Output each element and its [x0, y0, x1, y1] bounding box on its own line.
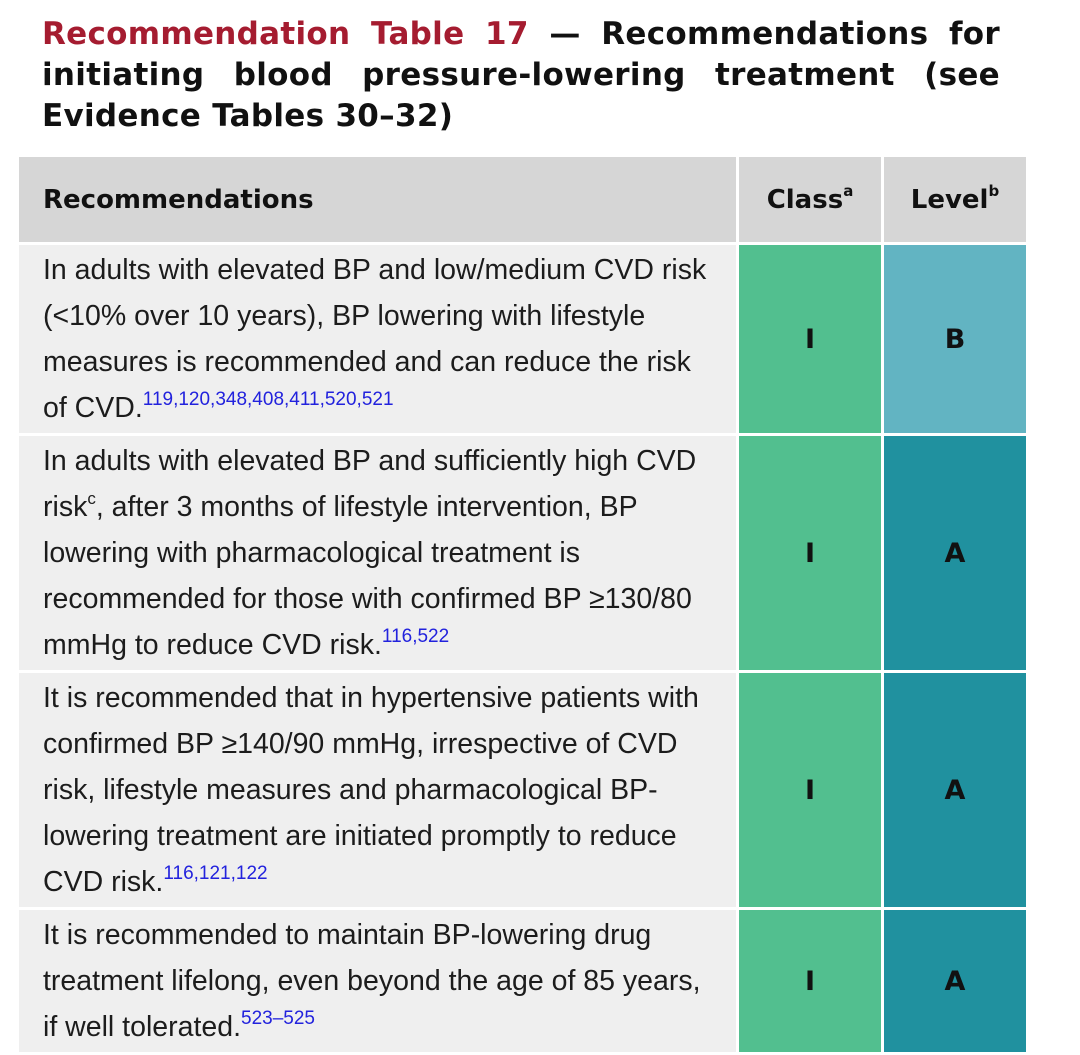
header-class: [738, 156, 883, 244]
header-level-footnote: b: [988, 181, 1000, 200]
reference-link[interactable]: 116,522: [381, 626, 450, 647]
table-title-text: — Recommendations for initiating blood pressure-lowering treatment (see Evidence Tables 30–32): [42, 16, 1000, 134]
recommendation-text: [18, 672, 738, 909]
recommendation-text-body: In adults with elevated BP and sufficiently high CVD risk: [43, 445, 697, 523]
recommendation-text: [18, 435, 738, 672]
recommendation-table: [16, 154, 1029, 1055]
recommendation-text-body-continued: , after 3 months of lifestyle intervention, BP lowering with pharmacological treatment is recommended for those with confirmed BP ≥130/80 mmHg to reduce CVD risk.: [43, 491, 692, 661]
table-row: [18, 435, 1028, 672]
reference-link[interactable]: 523–525: [241, 1008, 315, 1029]
level-cell: A: [883, 909, 1028, 1054]
header-class-footnote: a: [843, 181, 854, 200]
level-cell: B: [883, 244, 1028, 435]
table-header-row: [18, 156, 1028, 244]
class-cell: I: [738, 672, 883, 909]
table-reference-label: Recommendation Table 17: [42, 16, 529, 52]
recommendation-text-body: It is recommended to maintain BP-lowering drug treatment lifelong, even beyond the age of 85 years, if well tolerated.: [43, 919, 701, 1043]
recommendation-text-body: In adults with elevated BP and low/medium CVD risk (<10% over 10 years), BP lowering with lifestyle measures is recommended and can reduce the risk of CVD.: [43, 254, 707, 424]
table-row: [18, 909, 1028, 1054]
level-cell: A: [883, 672, 1028, 909]
table-title: [42, 14, 1000, 137]
header-level-label: Level: [910, 184, 989, 215]
class-cell: I: [738, 435, 883, 672]
table-row: [18, 244, 1028, 435]
class-cell: I: [738, 909, 883, 1054]
level-cell: A: [883, 435, 1028, 672]
recommendation-text-body: It is recommended that in hypertensive patients with confirmed BP ≥140/90 mmHg, irrespective of CVD risk, lifestyle measures and pharmacological BP-lowering treatment are initiated promptly to reduce CVD risk.: [43, 682, 699, 898]
class-cell: I: [738, 244, 883, 435]
footnote-marker: c: [87, 489, 96, 508]
recommendation-text: [18, 244, 738, 435]
recommendation-text: [18, 909, 738, 1054]
header-recommendations: Recommendations: [18, 156, 738, 244]
reference-link[interactable]: 119,120,348,408,411,520,521: [142, 389, 394, 410]
header-level: [883, 156, 1028, 244]
table-row: [18, 672, 1028, 909]
header-class-label: Class: [766, 184, 844, 215]
reference-link[interactable]: 116,121,122: [163, 863, 268, 884]
